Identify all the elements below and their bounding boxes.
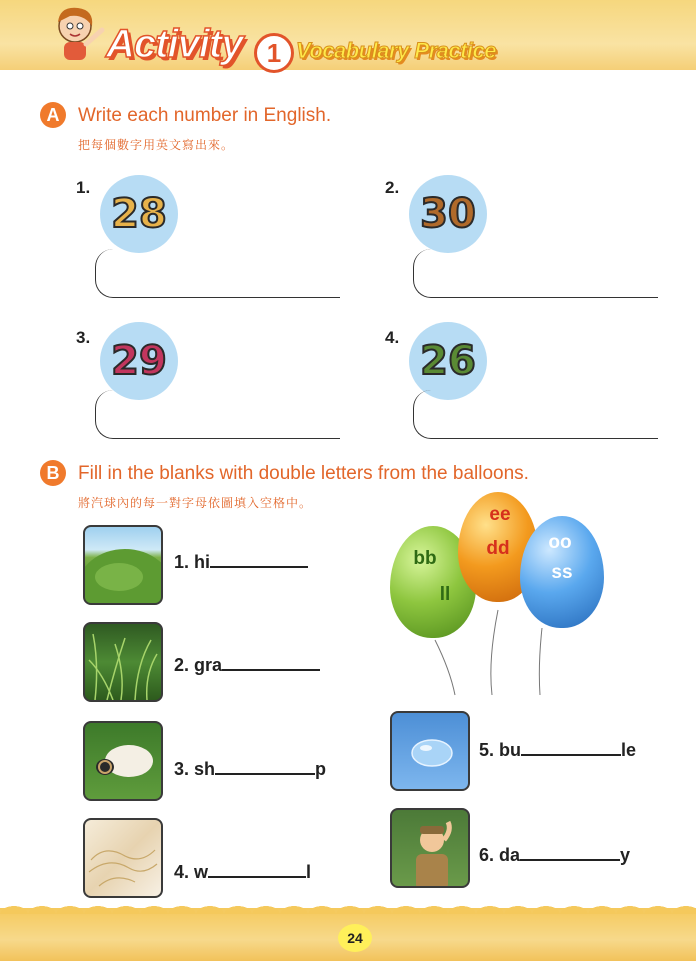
activity-number: 1: [254, 33, 294, 73]
balloon-letters: bb: [413, 548, 437, 569]
item-label: 6.: [479, 845, 495, 865]
hill-picture: [83, 525, 163, 605]
grass-picture: [83, 622, 163, 702]
word-suffix: l: [306, 862, 312, 882]
item-label: 4.: [174, 862, 190, 882]
word-suffix: le: [621, 740, 637, 760]
mascot-girl-icon: [20, 0, 110, 60]
fill-blank-item: [174, 759, 326, 780]
number-badge: [409, 175, 487, 253]
item-label: 5.: [479, 740, 495, 760]
wool-picture: [83, 818, 163, 898]
number-badge: [409, 322, 487, 400]
word-prefix: bu: [499, 740, 522, 760]
word-prefix: w: [194, 862, 209, 882]
number-badge: [100, 175, 178, 253]
balloon-letters: ll: [439, 584, 451, 605]
balloon-letters: ss: [551, 562, 573, 583]
word-prefix: gra: [194, 655, 223, 675]
item-label: 1.: [174, 552, 190, 572]
answer-field[interactable]: [413, 249, 658, 298]
section-b-instruction: Fill in the blanks with double letters from the balloons.: [78, 463, 529, 484]
number-value: 28: [111, 191, 167, 237]
word-prefix: sh: [194, 759, 216, 779]
question-label: 1.: [76, 178, 91, 197]
answer-field[interactable]: [95, 249, 340, 298]
balloon-letters: dd: [486, 538, 510, 559]
word-prefix: hi: [194, 552, 211, 572]
section-b-badge: B: [40, 460, 66, 486]
bubble-picture: [390, 711, 470, 791]
balloon-letters: ee: [489, 504, 511, 525]
section-a-instruction-zh: 把每個數字用英文寫出來。: [78, 138, 235, 152]
number-value: 29: [111, 338, 167, 384]
question-label: 3.: [76, 328, 91, 347]
answer-field[interactable]: [95, 390, 340, 439]
number-value: 30: [420, 191, 476, 237]
fill-blank-item: [479, 740, 636, 761]
blank-field[interactable]: [521, 740, 621, 756]
daddy-picture: [390, 808, 470, 888]
activity-title: Activity: [106, 22, 243, 66]
item-label: 2.: [174, 655, 190, 675]
section-a-instruction: Write each number in English.: [78, 105, 332, 126]
blank-field[interactable]: [520, 845, 620, 861]
section-a-badge: A: [40, 102, 66, 128]
number-badge: [100, 322, 178, 400]
item-label: 3.: [174, 759, 190, 779]
blank-field[interactable]: [208, 862, 306, 878]
question-label: 4.: [385, 328, 400, 347]
sheep-picture: [83, 721, 163, 801]
word-suffix: y: [620, 845, 631, 865]
balloon-letters: oo: [548, 532, 572, 553]
word-suffix: p: [315, 759, 327, 779]
fill-blank-item: [479, 845, 630, 866]
section-b-instruction-zh: 將汽球內的每一對字母依圖填入空格中。: [78, 496, 313, 510]
question-label: 2.: [385, 178, 400, 197]
blank-field[interactable]: [222, 655, 320, 671]
activity-subtitle: Vocabulary Practice: [296, 38, 497, 63]
blank-field[interactable]: [210, 552, 308, 568]
page-number: 24: [338, 924, 372, 952]
blank-field[interactable]: [215, 759, 315, 775]
fill-blank-item: [174, 862, 311, 883]
word-prefix: da: [499, 845, 521, 865]
answer-field[interactable]: [413, 390, 658, 439]
fill-blank-item: [174, 552, 308, 573]
fill-blank-item: [174, 655, 320, 676]
number-value: 26: [420, 338, 476, 384]
